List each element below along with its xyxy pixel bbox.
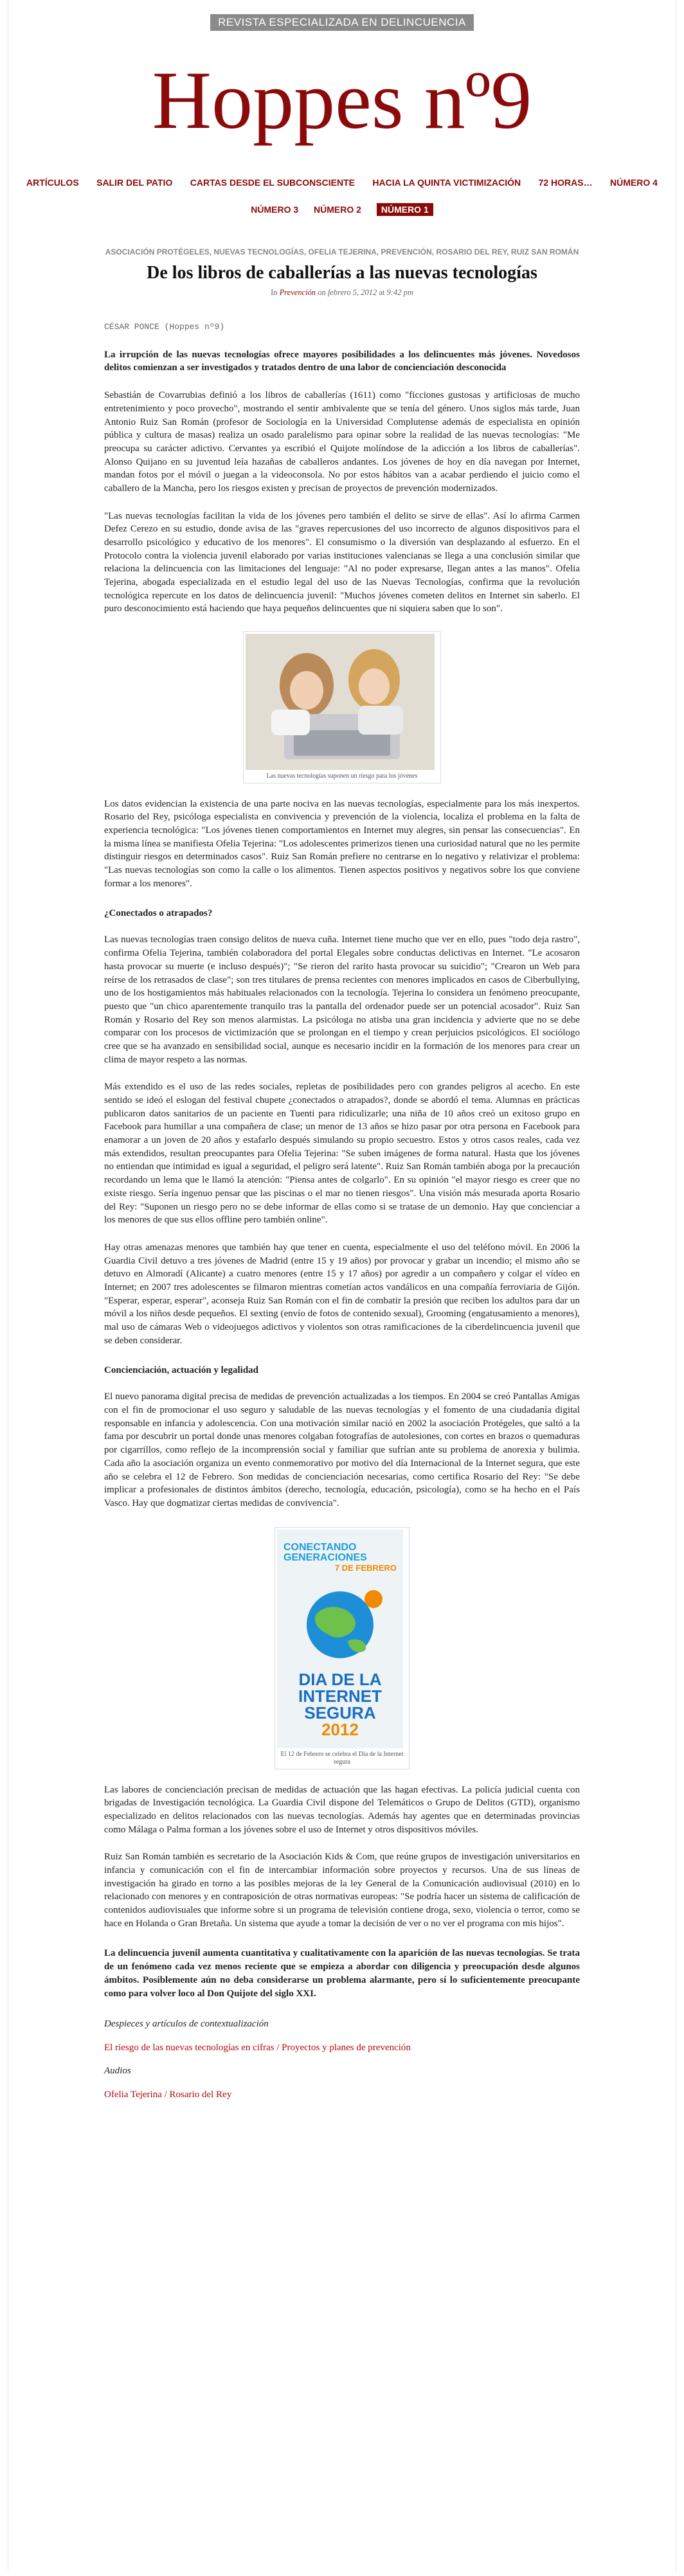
byline-in-label: In bbox=[271, 287, 278, 297]
article-title[interactable]: De los libros de caballerías a las nuevas tecnologías bbox=[147, 263, 537, 283]
footer-notes bbox=[104, 2017, 580, 2102]
paragraph-8: Las labores de concienciación precisan de medidas de actuación que las hagan efectivas. La policía judicial cuenta con brigadas de Investigación tecnológica. La Guardia Civil dispone del Telemáticos o Grupo de Delitos (GTD), organismo especializado en delitos relacionados con las nuevas tecnologías. Además hay agentes que en determinadas provincias como Málaga o Palma forman a los jóvenes sobre el uso de Internet y otros dispositivos móviles. bbox=[104, 1784, 580, 1835]
byline-at-label: at bbox=[379, 287, 385, 297]
byline-section[interactable]: Prevención bbox=[279, 287, 316, 297]
article-lead: La irrupción de las nuevas tecnologías ofrece mayores posibilidades a los delincuentes más jóvenes. Novedosos delitos comienzan a ser investigados y tratados dentro de una labor de concienciación desconocida bbox=[104, 349, 580, 373]
paragraph-2: "Las nuevas tecnologías facilitan la vida de los jóvenes pero también el delito se sirve de ellas". Así lo afirma Carmen Defez Cerezo en su estudio, donde avisa de las "graves repercusiones del uso incorrecto de algunos dispositivos para el desarrollo psicológico y educativo de los menores". El consumismo o la diversión van desplazando al esfuerzo. En el Protocolo contra la violencia juvenil elaborado por varias instituciones valencianas se llega a una conclusión similar que relaciona la delincuencia con las limitaciones del lenguaje: "Al no poder expresarse, llegan antes a las manos". Ofelia Tejerina, abogada especializada en el estudio legal del uso de las Nuevas Tecnologías, confirma que la revolución tecnológica repercute en los datos de delincuencia juvenil: "Muchos jóvenes cometen delitos en Internet sin saberlo. El puro desconocimiento está haciendo que haya pequeños delincuentes que ni siquiera saben que lo son". bbox=[104, 510, 580, 614]
paragraph-10: La delincuencia juvenil aumenta cuantitativa y cualitativamente con la aparición de las nuevas tecnologías. Se trata de un fenómeno cada vez menos reciente que se empieza a abordar con diligencia y preocupación desde algunos ámbitos. Posiblemente aún no deba considerarse un problema alarmante, pero sí lo suficientemente preocupante como para volver loco al Don Quijote del siglo XXI. bbox=[104, 1948, 580, 1999]
teens-laptop-illustration bbox=[246, 634, 435, 770]
nav-item-articulos[interactable]: ARTÍCULOS bbox=[26, 177, 79, 188]
site-tagline: REVISTA ESPECIALIZADA EN DELINCUENCIA bbox=[210, 14, 474, 31]
nav-item-numero-2[interactable]: NÚMERO 2 bbox=[314, 204, 361, 215]
photo-teens-laptop bbox=[246, 634, 435, 770]
paragraph-7: El nuevo panorama digital precisa de medidas de prevención actualizadas a los tiempos. En 2004 se creó Pantallas Amigas con el fin de promocionar el uso seguro y saludable de las nuevas tecnologías y el fomento de una ciudadanía digital responsable en infancia y adolescencia. Con una motivación similar nació en 2002 la asociación Protégeles, que saltó a la fama por descubrir un portal donde unas menores colgaban fotografías de autolesiones, con cortes en brazos o quemaduras por cigarrillos, como reflejo de la incomprensión social y familiar que sufrían ante su problema de anorexia y bulimia. Cada año la asociación organiza un evento conmemorativo por motivo del día Internacional de la Internet segura, que este año se celebra el 12 de Febrero. Son medidas de concienciación necesarias, como certifica Rosario del Rey: "Se debe implicar a profesionales de distintos ámbitos (derecho, tecnología, educación, psicología), como se ha hecho en el País Vasco. Hay que dogmatizar ciertas medidas de convivencia". bbox=[104, 1391, 580, 1508]
tagline-wrap bbox=[8, 0, 676, 31]
article-byline bbox=[104, 288, 580, 298]
nav-item-cartas[interactable]: CARTAS DESDE EL SUBCONSCIENTE bbox=[190, 177, 355, 188]
poster-big-text bbox=[277, 1671, 403, 1738]
paragraph-3: Los datos evidencian la existencia de una parte nociva en las nuevas tecnologías, especialmente para los más inexpertos. Rosario del Rey, psicóloga especialista en convivencia y prevención de la violencia, localiza el problema en la falta de experiencia tecnológica: "Los jóvenes tienen comportamientos en Internet muy alegres, sin pensar las consecuencias". En la misma línea se manifiesta Ofelia Tejerina: "Los adolescentes primerizos tienen una curiosidad natural que no les permite distinguir riesgos en determinados casos". Ruiz San Román prefiere no centrarse en lo negativo y relativizar el problema: "Las nuevas tecnologías son como la calle o los alimentos. Tienen aspectos positivos y negativos sobre los que conviene formar a los menores". bbox=[104, 798, 580, 889]
poster-date: 7 DE FEBRERO bbox=[334, 1562, 397, 1573]
article-categories[interactable]: ASOCIACIÓN PROTÉGELES, NUEVAS TECNOLOGÍAS, OFELIA TEJERINA, PREVENCIÓN, ROSARIO DEL REY, RUIZ SAN ROMÁN bbox=[105, 247, 579, 256]
paragraph-9: Ruiz San Román también es secretario de la Asociación Kids & Com, que reúne grupos de investigación universitarios en infancia y comunicación con el fin de intercambiar información sobre proyectos y recursos. Una de sus líneas de investigación ha girado en torno a las posibles mejoras de la ley General de la Comunicación audiovisual (2010) en lo relacionado con menores y en contraposición de otras normativas europeas: "Se podría hacer un sistema de calificación de contenidos audiovisuales que informe sobre si un programa de televisión contiene droga, sexo, violencia o terror, como se hace en Holanda o Gran Bretaña. Un sistema que ayude a tomar la decisión de ver o no ver el programa con mis hijos". bbox=[104, 1852, 580, 1929]
site-title[interactable]: Hoppes nº9 bbox=[152, 55, 532, 146]
nav-item-72-horas[interactable]: 72 HORAS… bbox=[538, 177, 593, 188]
poster-headline: CONECTANDO GENERACIONES bbox=[284, 1541, 367, 1564]
audio-links[interactable]: Ofelia Tejerina / Rosario del Rey bbox=[104, 2089, 232, 2100]
audio-label: Audios bbox=[104, 2066, 131, 2077]
paragraph-4: Las nuevas tecnologías traen consigo delitos de nueva cuña. Internet tiene mucho que ver en ello, pues "todo deja rastro", confirma Ofelia Tejerina, también colaboradora del portal Elegales sobre conductas delictivas en Internet. "Le acosaron hasta provocar su muerte (e incluso después)"; "Se rieron del rarito hasta provocar su suicidio"; "Crearon un Web para reírse de los retrasados de clase"; son tres titulares de prensa recientes con menores implicados en casos de Ciberbullying, uno de los hostigamientos más habituales relacionados con la tecnología. Tejerina lo considera un fenómeno preocupante, puesto que "un chico aparentemente tranquilo tras la pantalla del ordenador puede ser un potencial acosador". Ruiz San Román y Rosario del Rey son menos alarmistas. La psicóloga no atisba una gran incidencia y advierte que no se debe comparar con los procesos de victimización que se prolongan en el tiempo y crean perjuicios psicológicos. El sociólogo cree que se ha avanzado en sensibilidad social, aunque es necesario incidir en la formación de los menores para crear un clima de mayor respeto a las normas. bbox=[104, 935, 580, 1065]
figure-teens-laptop bbox=[243, 631, 441, 783]
figure1-caption: Las nuevas tecnologías suponen un riesgo para los jóvenes bbox=[266, 773, 418, 780]
footer-heading: Despieces y artículos de contextualización bbox=[104, 2019, 269, 2030]
secondary-nav bbox=[8, 204, 676, 215]
heading-conectados: ¿Conectados o atrapados? bbox=[104, 908, 213, 919]
paragraph-6: Hay otras amenazas menores que también hay que tener en cuenta, especialmente el uso del teléfono móvil. En 2006 la Guardia Civil detuvo a tres jóvenes de Madrid (entre 15 y 19 años) por provocar y grabar un incendio; el mismo año se detuvo en Almoradí (Alicante) a cuatro menores (entre 15 y 17 años) por agredir a un compañero y colgar el vídeo en Internet; en 2007 tres adolescentes se filmaron mientras cometían actos vandálicos en una compañía ferroviaria de Gijón. "Esperar, esperar, esperar", aconseja Ruiz San Román con el fin de combatir la presión que reciben los adultos para dar un móvil a los niños desde pequeños. El sexting (envío de fotos de contenido sexual), Grooming (engatusamiento a menores), mal uso de cámaras Web o videojuegos adictivos y violentos son otras ramificaciones de la ciberdelincuencia juvenil que se deben considerar. bbox=[104, 1242, 580, 1346]
nav-item-numero-3[interactable]: NÚMERO 3 bbox=[251, 204, 299, 215]
heading-concienciacion: Concienciación, actuación y legalidad bbox=[104, 1365, 258, 1376]
nav-item-numero-4[interactable]: NÚMERO 4 bbox=[610, 177, 658, 188]
poster-big-title: DIA DE LA INTERNET SEGURA bbox=[298, 1669, 382, 1722]
article-author: CÉSAR PONCE (Hoppes nº9) bbox=[104, 321, 225, 332]
primary-nav bbox=[8, 177, 676, 188]
byline-date: febrero 5, 2012 bbox=[327, 287, 377, 297]
nav-item-quinta-victimizacion[interactable]: HACIA LA QUINTA VICTIMIZACIÓN bbox=[372, 177, 521, 188]
poster-year: 2012 bbox=[321, 1719, 359, 1739]
figure2-caption: El 12 de Febrero se celebra el Día de la Internet segura bbox=[280, 1750, 404, 1766]
nav-item-salir-del-patio[interactable]: SALIR DEL PATIO bbox=[96, 177, 173, 188]
nav-item-numero-1-active[interactable]: NÚMERO 1 bbox=[377, 203, 433, 216]
paragraph-1: Sebastián de Covarrubias definió a los libros de caballerías (1611) como "ficciones gustosas y artificiosas de mucho entretenimiento y poco provecho", mostrando el sentir ambivalente que se tenía del género. Unos siglos más tarde, Juan Antonio Ruiz San Román (profesor de Sociología en la Universidad Complutense además de especialista en opinión pública y cultura de masas) realiza un osado paralelismo para opinar sobre la realidad de las nuevas tecnologías: "Me preocupa su carácter adictivo. Cervantes ya escribió el Quijote molíndose de la adicción a los libros de caballerías". Alonso Quijano en su juventud leía hazañas de caballeros andantes. Los jóvenes de hoy en día navegan por Internet, mandan fotos por el móvil o juegan a la videoconsola. No por estos hábitos van a acabar perdiendo el juicio como el caballero de la Mancha, pero los riesgos existen y precisan de proyectos de prevención modernizados. bbox=[104, 390, 580, 494]
byline-time: 9:42 pm bbox=[386, 287, 413, 297]
byline-on-label: on bbox=[318, 287, 326, 297]
figure-poster bbox=[274, 1527, 410, 1769]
page-frame bbox=[8, 0, 676, 2571]
footer-context-link[interactable]: El riesgo de las nuevas tecnologías en cifras / Proyectos y planes de prevención bbox=[104, 2042, 411, 2053]
article bbox=[104, 247, 580, 2102]
globe-icon bbox=[277, 1580, 403, 1670]
internet-segura-poster bbox=[277, 1530, 403, 1748]
paragraph-5: Más extendido es el uso de las redes sociales, repletas de posibilidades pero con grandes peligros al acecho. En este sentido se ideó el eslogan del festival chupete ¿conectados o atrapados?, donde se abordó el tema. Alumnas en prácticas publicaron datos sanitarios de un paciente en Tuenti para ridiculizarle; una niña de 10 años creó un exitoso grupo en Facebook para humillar a una compañera de clase; un menor de 13 años se hizo pasar por otra persona en Facebook para enamorar a un joven de 20 años y estafarlo después simulando su propio secuestro. Estos y otros casos reales, cada vez más extendidos, resultan preocupantes para Ofelia Tejerina: "Se suben imágenes de forma natural. Hasta que los jóvenes no entiendan que intimidad es igual a seguridad, el peligro será latente". Ruiz San Román también aboga por la precaución recordando un lema que le llamó la atención: "Piensa antes de colgarlo". En su opinión "el mayor riesgo es creer que no existe riesgo. Sería ingenuo pensar que las piscinas o el mar no tienen riesgos". Una visión más mesurada aporta Rosario del Rey: "Suponen un riesgo pero no se debe informar de ellas como si se tratase de un demonio. Hay que concienciar a los menores de que sus ellos offline pero también online". bbox=[104, 1082, 580, 1226]
